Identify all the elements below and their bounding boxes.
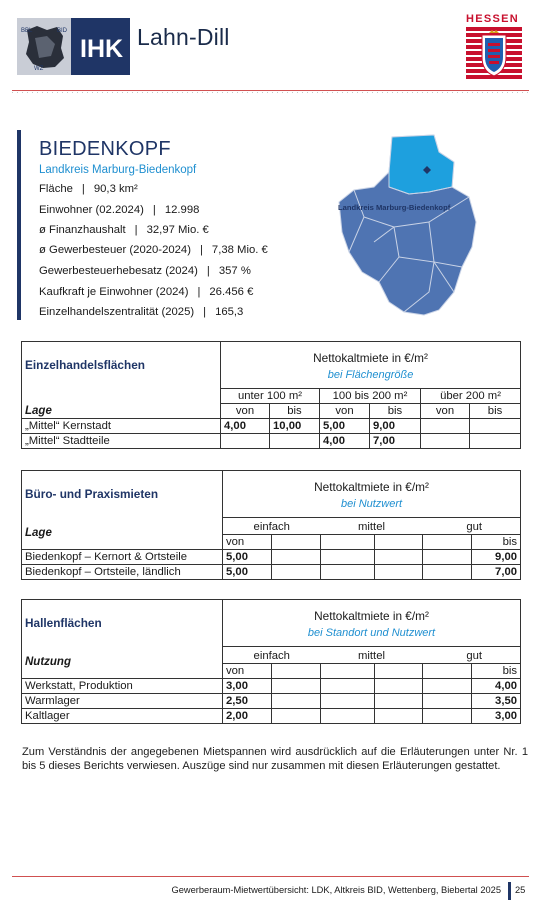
table-row	[22, 550, 521, 565]
footer-text: Gewerberaum-Mietwertübersicht: LDK, Altkreis BID, Wettenberg, Biebertal 2025	[171, 885, 501, 895]
table-row-header: Lage	[22, 389, 221, 419]
info-row-tax-rate: Gewerbesteuerhebesatz (2024) | 357 %	[39, 265, 251, 277]
info-label: Gewerbesteuerhebesatz (2024)	[39, 265, 198, 277]
group-header: 100 bis 200 m²	[320, 389, 421, 404]
row-label: „Mittel“ Kernstadt	[22, 419, 221, 434]
district-map	[334, 132, 479, 322]
info-value: 7,38 Mio. €	[211, 244, 268, 256]
logo-badge-label: BBL	[21, 28, 33, 34]
value-cell	[321, 679, 375, 694]
logo-badge-label: WZ	[34, 66, 44, 72]
info-value: 90,3 km²	[93, 183, 138, 195]
map-highlight-region	[389, 135, 454, 194]
column-header-von: von	[223, 664, 272, 679]
group-header: unter 100 m²	[221, 389, 320, 404]
value-cell	[272, 550, 321, 565]
value-cell: 5,00	[320, 419, 370, 434]
hessen-flag-icon	[466, 27, 522, 81]
table-row	[22, 565, 521, 580]
value-cell: 9,00	[472, 550, 521, 565]
group-header: einfach	[223, 647, 321, 664]
info-label: Einzelhandelszentralität (2025)	[39, 306, 195, 318]
footer-divider	[12, 876, 529, 877]
hall-rent-table	[21, 599, 521, 724]
value-cell: 3,50	[472, 694, 521, 709]
value-cell	[321, 565, 375, 580]
value-cell	[423, 550, 472, 565]
value-cell: 7,00	[370, 434, 421, 449]
info-value: 357 %	[218, 265, 251, 277]
value-cell	[470, 434, 521, 449]
group-header: mittel	[321, 647, 423, 664]
value-cell: 2,50	[223, 694, 272, 709]
table-sub-header: bei Standort und Nutzwert	[223, 624, 521, 647]
value-cell	[423, 694, 472, 709]
value-cell	[421, 434, 470, 449]
value-cell	[421, 419, 470, 434]
value-cell	[375, 694, 423, 709]
value-cell	[272, 565, 321, 580]
value-cell: 5,00	[223, 565, 272, 580]
table-row-header: Nutzung	[22, 647, 223, 679]
info-value: 32,97 Mio. €	[146, 224, 209, 236]
accent-bar	[17, 130, 21, 320]
value-cell: 9,00	[370, 419, 421, 434]
table-row	[22, 694, 521, 709]
group-header: gut	[423, 518, 521, 535]
value-cell: 3,00	[472, 709, 521, 724]
value-cell	[321, 709, 375, 724]
value-cell	[423, 565, 472, 580]
info-value: 12.998	[164, 204, 200, 216]
table-row-header: Lage	[22, 518, 223, 550]
info-row-purchasing-power: Kaufkraft je Einwohner (2024) | 26.456 €	[39, 286, 254, 298]
info-label: Kaufkraft je Einwohner (2024)	[39, 286, 189, 298]
row-label: „Mittel“ Stadtteile	[22, 434, 221, 449]
column-header-bis: bis	[470, 404, 521, 419]
value-cell	[375, 709, 423, 724]
column-header-bis: bis	[472, 664, 521, 679]
info-row-population: Einwohner (02.2024) | 12.998	[39, 204, 200, 216]
table-title: Einzelhandelsflächen	[25, 357, 145, 372]
column-header-von: von	[223, 535, 272, 550]
table-title-cell	[22, 600, 223, 647]
info-value: 165,3	[215, 306, 244, 318]
info-row-retail-centrality: Einzelhandelszentralität (2025) | 165,3	[39, 306, 244, 318]
row-label: Werkstatt, Produktion	[22, 679, 223, 694]
info-label: Einwohner (02.2024)	[39, 204, 144, 216]
group-header: mittel	[321, 518, 423, 535]
group-header: gut	[423, 647, 521, 664]
info-row-budget: ø Finanzhaushalt | 32,97 Mio. €	[39, 224, 209, 236]
value-cell: 10,00	[270, 419, 320, 434]
row-label: Kaltlager	[22, 709, 223, 724]
table-title: Hallenflächen	[25, 615, 102, 630]
value-cell: 2,00	[223, 709, 272, 724]
table-row	[22, 419, 521, 434]
value-cell	[470, 419, 521, 434]
value-cell	[321, 550, 375, 565]
column-header-bis: bis	[270, 404, 320, 419]
value-cell	[221, 434, 270, 449]
column-header-von: von	[221, 404, 270, 419]
logo-badge-label: BID	[57, 28, 68, 34]
column-header-von: von	[320, 404, 370, 419]
group-header: über 200 m²	[421, 389, 521, 404]
value-cell	[321, 694, 375, 709]
retail-rent-table	[21, 341, 521, 449]
value-cell: 4,00	[472, 679, 521, 694]
value-cell	[375, 565, 423, 580]
logo-ihk-text: IHK	[80, 35, 124, 63]
district-subtitle: Landkreis Marburg-Biedenkopf	[39, 164, 197, 176]
table-title: Büro- und Praxismieten	[25, 486, 159, 501]
info-label: ø Finanzhaushalt	[39, 224, 126, 236]
office-rent-table	[21, 470, 521, 580]
column-header-bis: bis	[370, 404, 421, 419]
table-title-cell	[22, 342, 221, 389]
ihk-logo	[17, 18, 130, 75]
table-sub-header: bei Flächengröße	[221, 366, 521, 389]
value-cell	[272, 709, 321, 724]
column-header-von: von	[421, 404, 470, 419]
table-row	[22, 709, 521, 724]
value-cell: 5,00	[223, 550, 272, 565]
value-cell	[270, 434, 320, 449]
info-row-trade-tax: ø Gewerbesteuer (2020-2024) | 7,38 Mio. €	[39, 244, 268, 256]
value-cell	[375, 679, 423, 694]
value-cell: 4,00	[320, 434, 370, 449]
logo-name: Lahn-Dill	[137, 24, 230, 50]
value-cell	[375, 550, 423, 565]
table-title-cell	[22, 471, 223, 518]
info-row-area: Fläche | 90,3 km²	[39, 183, 138, 195]
footnote: Zum Verständnis der angegebenen Mietspannen wird ausdrücklich auf die Erläuterungen unter Nr. 1 bis 5 dieses Berichts verwiesen. Auszüge sind nur zusammen mit diesen Erläuterungen gestattet.	[22, 746, 528, 772]
header-dotted-line	[12, 92, 529, 93]
column-header-bis: bis	[472, 535, 521, 550]
value-cell	[423, 709, 472, 724]
table-sub-header: bei Nutzwert	[223, 495, 521, 518]
value-cell	[272, 679, 321, 694]
info-label: ø Gewerbesteuer (2020-2024)	[39, 244, 191, 256]
value-cell	[272, 694, 321, 709]
row-label: Biedenkopf – Ortsteile, ländlich	[22, 565, 223, 580]
map-label: Landkreis Marburg-Biedenkopf	[338, 203, 451, 212]
row-label: Biedenkopf – Kernort & Ortsteile	[22, 550, 223, 565]
header-divider	[12, 90, 529, 91]
info-label: Fläche	[39, 183, 73, 195]
footer-accent-bar	[508, 882, 511, 900]
page-number: 25	[515, 885, 526, 895]
value-cell	[423, 679, 472, 694]
value-cell: 7,00	[472, 565, 521, 580]
value-cell: 3,00	[223, 679, 272, 694]
info-value: 26.456 €	[209, 286, 254, 298]
table-row	[22, 679, 521, 694]
page-title: BIEDENKOPF	[39, 138, 171, 160]
table-main-header: Nettokaltmiete in €/m²	[223, 471, 521, 496]
hessen-wordmark: HESSEN	[466, 13, 520, 25]
group-header: einfach	[223, 518, 321, 535]
table-main-header: Nettokaltmiete in €/m²	[221, 342, 521, 367]
value-cell: 4,00	[221, 419, 270, 434]
table-row	[22, 434, 521, 449]
table-main-header: Nettokaltmiete in €/m²	[223, 600, 521, 625]
row-label: Warmlager	[22, 694, 223, 709]
